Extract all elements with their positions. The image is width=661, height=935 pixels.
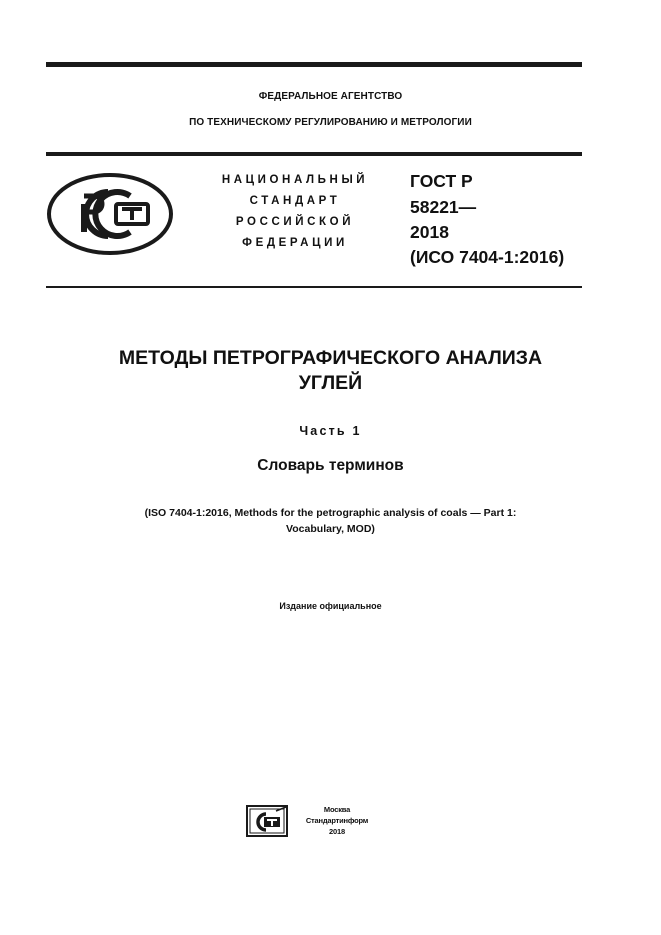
designation-line-3: 2018 (410, 222, 449, 242)
standartinform-logo-icon (246, 805, 288, 837)
iso-reference-line-1: (ISO 7404-1:2016, Methods for the petrographic analysis of coals — Part 1: (144, 507, 517, 519)
designation-line-1: ГОСТ Р (410, 171, 473, 191)
national-standard-line-3: РОССИЙСКОЙ (235, 216, 355, 228)
national-standard-line-2: СТАНДАРТ (249, 195, 341, 207)
national-standard-line-4: ФЕДЕРАЦИИ (242, 237, 348, 249)
top-rule (46, 62, 582, 67)
document-subtitle: Словарь терминов (257, 457, 404, 474)
publisher-year: 2018 (329, 827, 345, 836)
agency-line-2: ПО ТЕХНИЧЕСКОМУ РЕГУЛИРОВАНИЮ И МЕТРОЛОГИИ (189, 117, 472, 128)
designation-line-4: (ИСО 7404-1:2016) (410, 247, 565, 267)
rst-certification-logo-icon (46, 172, 174, 256)
edition-note: Издание официальное (279, 601, 382, 611)
iso-reference (0, 505, 661, 537)
middle-rule (46, 152, 582, 156)
standard-designation (410, 168, 564, 270)
publisher-name: Стандартинформ (305, 816, 369, 825)
designation-line-2: 58221— (410, 197, 477, 217)
document-title (0, 346, 661, 396)
publisher-city: Москва (323, 805, 351, 814)
national-standard-label (200, 170, 390, 254)
lower-rule (46, 286, 582, 288)
agency-line-1: ФЕДЕРАЛЬНОЕ АГЕНТСТВО (258, 91, 403, 102)
part-number: Часть 1 (299, 424, 362, 438)
iso-reference-line-2: Vocabulary, MOD) (286, 523, 375, 535)
title-line-1: МЕТОДЫ ПЕТРОГРАФИЧЕСКОГО АНАЛИЗА (118, 347, 543, 369)
title-line-2: УГЛЕЙ (298, 372, 363, 394)
publisher-info (296, 804, 378, 837)
national-standard-line-1: НАЦИОНАЛЬНЫЙ (221, 174, 369, 186)
